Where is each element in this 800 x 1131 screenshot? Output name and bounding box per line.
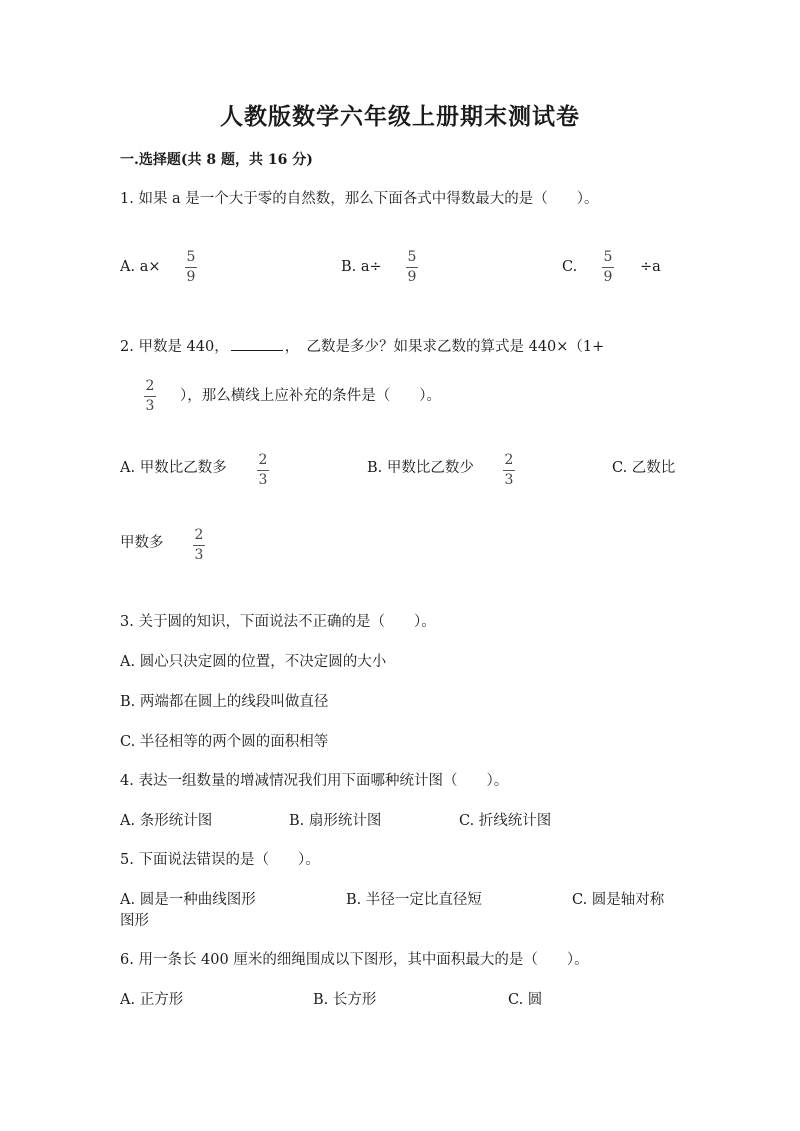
question-3-option-c: C. 半径相等的两个圆的面积相等 — [120, 734, 329, 750]
fraction-numerator: 5 — [603, 249, 613, 265]
fraction-numerator: 5 — [407, 249, 417, 265]
fraction-2-3 — [144, 379, 156, 414]
question-1-option-c — [562, 257, 577, 277]
fraction-numerator: 2 — [194, 527, 204, 543]
question-4-option-a: A. 条形统计图 — [120, 813, 213, 829]
answer-blank — [231, 336, 283, 351]
question-5-option-a: A. 圆是一种曲线图形 — [120, 892, 256, 908]
fraction-2-3 — [257, 453, 269, 488]
question-2-option-a: A. 甲数比乙数多 — [120, 460, 227, 476]
question-1-stem: 1. 如果 a 是一个大于零的自然数，那么下面各式中得数最大的是（ ）。 — [120, 191, 599, 207]
question-5-option-c-cont: 图形 — [120, 913, 149, 929]
fraction-numerator: 5 — [186, 249, 196, 265]
option-c-text: C. — [562, 259, 578, 275]
question-3-option-b: B. 两端都在圆上的线段叫做直径 — [120, 694, 329, 710]
fraction-denominator: 9 — [186, 269, 196, 285]
fraction-5-9 — [602, 250, 614, 285]
question-6-option-b: B. 长方形 — [313, 992, 377, 1008]
question-5-option-b: B. 半径一定比直径短 — [346, 892, 482, 908]
fraction-numerator: 2 — [258, 452, 268, 468]
fraction-denominator: 3 — [194, 547, 204, 563]
option-a-text: A. a× — [120, 259, 161, 275]
question-1-option-b — [341, 257, 382, 277]
question-2-option-b: B. 甲数比乙数少 — [367, 460, 474, 476]
question-4-stem: 4. 表达一组数量的增减情况我们用下面哪种统计图（ ）。 — [120, 773, 509, 789]
fraction-numerator: 2 — [145, 378, 155, 394]
question-2-stem-post: ， 乙数是多少？如果求乙数的算式是 440×（1+ — [284, 339, 605, 355]
section-heading: 一.选择题(共 8 题，共 16 分) — [120, 152, 313, 168]
question-3-option-a: A. 圆心只决定圆的位置，不决定圆的大小 — [120, 654, 387, 670]
fraction-denominator: 9 — [603, 269, 613, 285]
question-4-option-c: C. 折线统计图 — [459, 813, 552, 829]
fraction-denominator: 3 — [145, 398, 155, 414]
question-2-option-c-cont: 甲数多 — [120, 535, 164, 551]
question-2-option-c: C. 乙数比 — [612, 460, 676, 476]
fraction-2-3 — [503, 453, 515, 488]
page-title: 人教版数学六年级上册期末测试卷 — [220, 103, 580, 130]
fraction-2-3 — [193, 528, 205, 563]
question-6-stem: 6. 用一条长 400 厘米的细绳围成以下图形，其中面积最大的是（ ）。 — [120, 952, 589, 968]
question-3-stem: 3. 关于圆的知识，下面说法不正确的是（ ）。 — [120, 614, 436, 630]
question-2-stem-pre: 2. 甲数是 440， — [120, 339, 229, 355]
question-6-option-a: A. 正方形 — [120, 992, 184, 1008]
question-2-line2: ），那么横线上应补充的条件是（ ）。 — [180, 388, 441, 404]
fraction-denominator: 3 — [258, 472, 268, 488]
question-5-stem: 5. 下面说法错误的是（ ）。 — [120, 852, 320, 868]
fraction-numerator: 2 — [504, 452, 514, 468]
question-4-option-b: B. 扇形统计图 — [289, 813, 382, 829]
question-5-option-c: C. 圆是轴对称 — [572, 892, 665, 908]
option-b-text: B. a÷ — [341, 259, 382, 275]
fraction-5-9 — [406, 250, 418, 285]
fraction-denominator: 9 — [407, 269, 417, 285]
question-6-option-c: C. 圆 — [508, 992, 543, 1008]
fraction-5-9 — [185, 250, 197, 285]
question-1-option-a — [120, 257, 160, 277]
option-c-suffix: ÷a — [640, 259, 661, 275]
question-2-stem — [120, 336, 604, 357]
fraction-denominator: 3 — [504, 472, 514, 488]
